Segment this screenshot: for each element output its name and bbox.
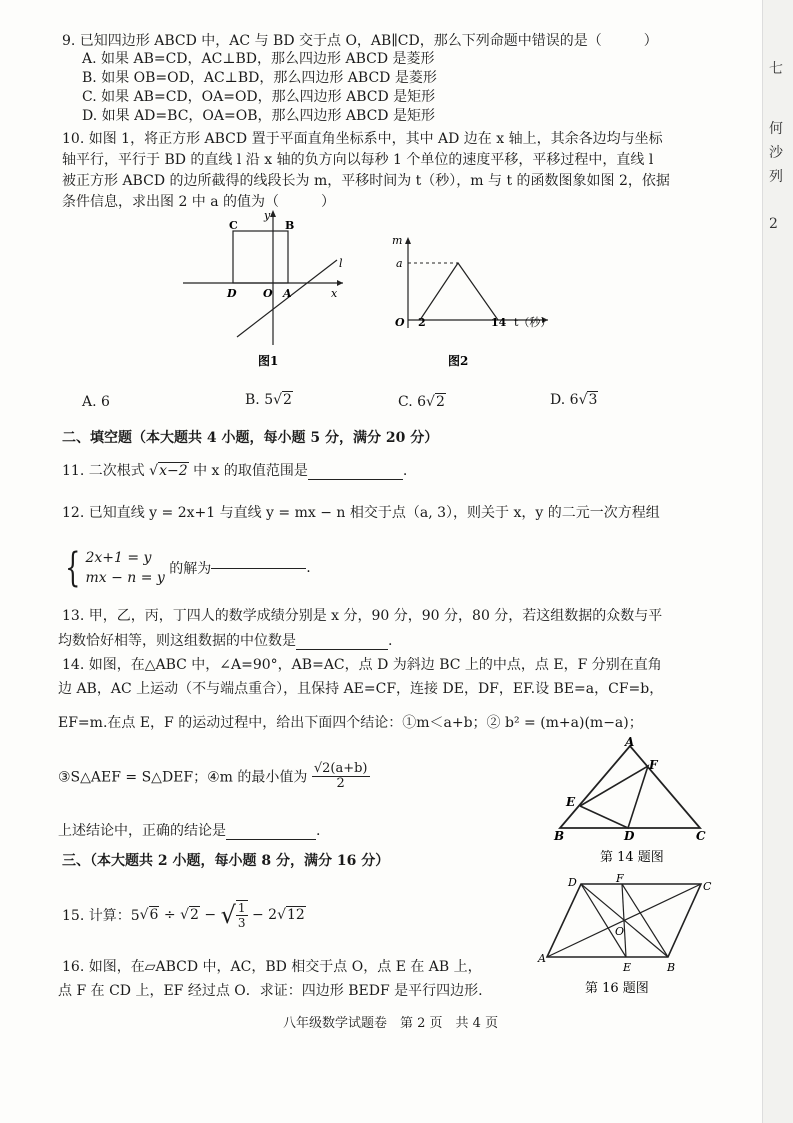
q16-line1: 16. 如图，在▱ABCD 中，AC，BD 相交于点 O，点 E 在 AB 上， [62, 959, 482, 975]
fig1-caption: 图1 [258, 354, 279, 368]
fig14-label-d: D [624, 829, 635, 843]
fig16-label-c: C [703, 880, 712, 893]
fig14-caption: 第 14 题图 [600, 850, 664, 865]
q14-answer-blank[interactable] [226, 839, 316, 840]
fig16-label-o: O [615, 925, 625, 938]
fig14-label-b: B [554, 829, 565, 843]
edge-char: 七 [769, 61, 783, 77]
q13-line1: 13. 甲，乙，丙，丁四人的数学成绩分别是 x 分，90 分，90 分，80 分，若这组数据的众数与平 [62, 608, 663, 624]
fig1-label-l: l [339, 257, 343, 270]
edge-char: 何 [769, 121, 783, 137]
q14-figure [548, 736, 718, 871]
q10-line4: 条件信息，求出图 2 中 a 的值为（ ） [62, 194, 336, 210]
fig16-label-e: E [623, 961, 632, 974]
fig1-label-a: A [283, 287, 292, 300]
fig16-label-f: F [616, 872, 624, 885]
q14-line1: 14. 如图，在△ABC 中，∠A=90°，AB=AC，点 D 为斜边 BC 上的中点，点 E，F 分别在直角 [62, 657, 662, 673]
q15: 15. 计算：5√6 ÷ √2 − √ $\frac{1}{3}$ − 2√12 [62, 901, 305, 930]
fig1-label-c: C [229, 219, 238, 232]
fig14-label-f: F [649, 758, 658, 772]
q10-option-d: D. 6√3 [550, 392, 598, 408]
q14-conclusion-3-4: ③S△AEF = S△DEF；④m 的最小值为 $\frac{√2(a+b)}{2}$ [58, 761, 368, 791]
fig1-label-x: x [331, 287, 338, 300]
q11: 11. 二次根式 √x−2 中 x 的取值范围是 . [62, 463, 408, 479]
fig16-label-b: B [667, 961, 676, 974]
q16-figure [535, 872, 715, 1002]
q9-stem: 9. 已知四边形 ABCD 中，AC 与 BD 交于点 O，AB∥CD，那么下列命题中错误的是（ ） [62, 33, 658, 49]
q9-option-a: A. 如果 AB=CD，AC⊥BD，那么四边形 ABCD 是菱形 [82, 51, 435, 67]
fig2-tick-14: 14 [491, 316, 507, 329]
q10-figure-2 [388, 228, 558, 373]
q14-line2: 边 AB，AC 上运动（不与端点重合），且保持 AE=CF，连接 DE，DF，EF.设 BE=a，CF=b， [58, 681, 664, 697]
fig1-label-d: D [227, 287, 237, 300]
edge-char: 沙 [769, 145, 783, 161]
page-footer: 八年级数学试题卷 第 2 页 共 4 页 [283, 1016, 499, 1031]
fig1-label-o: O [263, 287, 273, 300]
fig14-label-e: E [566, 795, 576, 809]
fig2-tick-2: 2 [418, 316, 426, 329]
q9-option-d: D. 如果 AD=BC，OA=OB，那么四边形 ABCD 是矩形 [82, 108, 435, 124]
edge-char: 列 [769, 169, 783, 185]
q10-option-b: B. 5√2 [245, 392, 292, 408]
fig1-label-b: B [285, 219, 295, 232]
fig2-caption: 图2 [448, 354, 469, 368]
fig16-caption: 第 16 题图 [585, 981, 649, 996]
fig2-label-a: a [396, 257, 403, 270]
fig16-label-d: D [568, 876, 577, 889]
section-3-title: 三、（本大题共 2 小题，每小题 8 分，满分 16 分） [62, 853, 390, 869]
fig16-label-a: A [538, 952, 546, 965]
fig14-label-a: A [625, 736, 635, 749]
q10-line1: 10. 如图 1，将正方形 ABCD 置于平面直角坐标系中，其中 AD 边在 x 轴上，其余各边均与坐标 [62, 131, 663, 147]
q9-option-b: B. 如果 OB=OD，AC⊥BD，那么四边形 ABCD 是菱形 [82, 70, 437, 86]
q11-answer-blank[interactable] [308, 479, 403, 480]
fig14-label-c: C [696, 829, 706, 843]
q14-line3: EF=m.在点 E，F 的运动过程中，给出下面四个结论：①m＜a+b；② b² = (m+a)(m−a)； [58, 715, 643, 731]
edge-char: 2 [769, 216, 778, 232]
section-2-title: 二、填空题（本大题共 4 小题，每小题 5 分，满分 20 分） [62, 430, 439, 446]
q10-option-c: C. 6√2 [398, 394, 445, 410]
fig2-label-m: m [392, 234, 403, 247]
fig2-label-o: O [395, 316, 405, 329]
fig2-t-axis: t（秒） [514, 316, 552, 329]
q13-line2: 均数恰好相等，则这组数据的中位数是 . [58, 633, 393, 649]
q12-line1: 12. 已知直线 y = 2x+1 与直线 y = mx − n 相交于点（a, 3），则关于 x，y 的二元一次方程组 [62, 505, 660, 521]
q13-answer-blank[interactable] [296, 649, 388, 650]
q10-line3: 被正方形 ABCD 的边所截得的线段长为 m，平移时间为 t（秒），m 与 t 的函数图象如图 2，依据 [62, 173, 670, 189]
q16-line2: 点 F 在 CD 上，EF 经过点 O．求证：四边形 BEDF 是平行四边形. [58, 983, 483, 999]
q10-line2: 轴平行，平行于 BD 的直线 l 沿 x 轴的负方向以每秒 1 个单位的速度平移，平移过程中，直线 l [62, 152, 654, 168]
q10-figure-1 [175, 205, 355, 375]
q12-answer-blank[interactable] [211, 568, 306, 569]
next-page-edge [762, 0, 793, 1123]
q12-system: { 2x+1 = y mx − n = y 的解为 . [65, 545, 311, 591]
fig1-label-y: y [264, 209, 271, 222]
q10-option-a: A. 6 [82, 394, 110, 410]
q14-ask: 上述结论中，正确的结论是 . [58, 823, 321, 839]
q9-option-c: C. 如果 AB=CD，OA=OD，那么四边形 ABCD 是矩形 [82, 89, 436, 105]
